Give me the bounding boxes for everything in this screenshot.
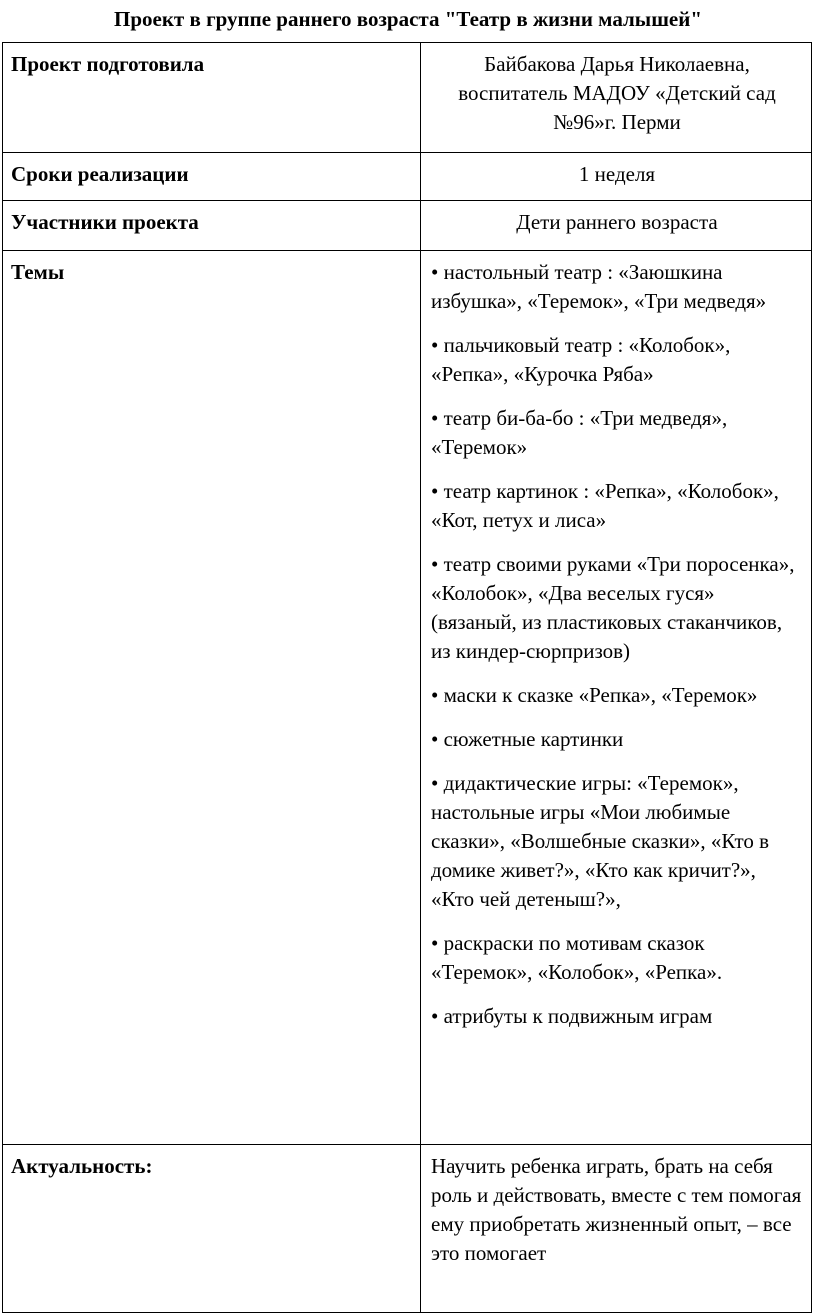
list-item: • сюжетные картинки xyxy=(431,727,624,751)
project-table xyxy=(2,42,812,1313)
author-value: Байбакова Дарья Николаевна, воспитатель МАДОУ «Детский сад №96»г. Перми xyxy=(421,43,812,153)
list-item: • театр картинок : «Репка», «Колобок», «Кот, петух и лиса» xyxy=(431,479,779,532)
table-row-members xyxy=(3,201,812,251)
list-item: • дидактические игры: «Теремок», настольные игры «Мои любимые сказки», «Волшебные сказки», «Кто в домике живет?», «Кто как кричит?», «Кто чей детеныш?», xyxy=(431,771,770,911)
members-label: Участники проекта xyxy=(3,201,421,251)
table-row-relevance xyxy=(3,1145,812,1313)
table-row-author xyxy=(3,43,812,153)
list-item: • настольный театр : «Заюшкина избушка», «Теремок», «Три медведя» xyxy=(431,260,767,313)
list-item: • маски к сказке «Репка», «Теремок» xyxy=(431,683,758,707)
document-title: Проект в группе раннего возраста "Театр в жизни малышей" xyxy=(114,7,702,31)
list-item: • раскраски по мотивам сказок «Теремок», «Колобок», «Репка». xyxy=(431,931,723,984)
list-item: • театр би-ба-бо : «Три медведя», «Теремок» xyxy=(431,406,728,459)
table-row-term xyxy=(3,153,812,201)
list-item: • театр своими руками «Три поросенка», «Колобок», «Два веселых гуся» (вязаный, из пластиковых стаканчиков, из киндер-сюрпризов) xyxy=(431,552,795,663)
relevance-label: Актуальность: xyxy=(3,1145,421,1313)
themes-list xyxy=(421,251,812,1145)
members-value: Дети раннего возраста xyxy=(421,201,812,251)
term-value: 1 неделя xyxy=(421,153,812,201)
list-item: • атрибуты к подвижным играм xyxy=(431,1004,713,1028)
themes-label: Темы xyxy=(3,251,421,1145)
relevance-value xyxy=(421,1145,812,1313)
list-item: • пальчиковый театр : «Колобок», «Репка», «Курочка Ряба» xyxy=(431,333,731,386)
term-label: Сроки реализации xyxy=(3,153,421,201)
author-label: Проект подготовила xyxy=(3,43,421,153)
table-row-themes xyxy=(3,251,812,1145)
relevance-text: Научить ребенка играть, брать на себя роль и действовать, вместе с тем помогая ему приобретать жизненный опыт, – все это помогает xyxy=(431,1154,802,1265)
